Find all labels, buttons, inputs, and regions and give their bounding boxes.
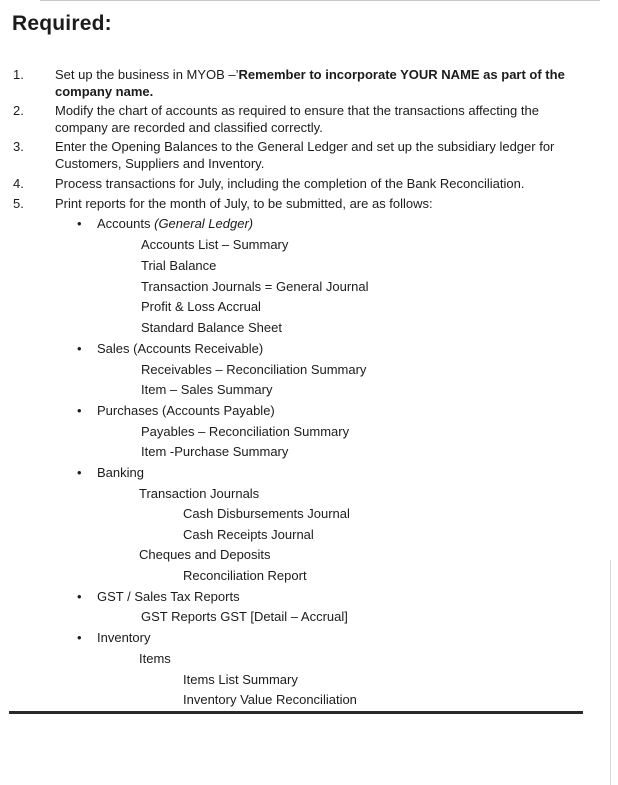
report-item: Item -Purchase Summary <box>141 444 289 459</box>
report-group-label: Banking <box>97 465 144 480</box>
report-group-label: Accounts (General Ledger) <box>97 216 254 231</box>
report-group-label: Inventory <box>97 630 151 645</box>
task-text: Modify the chart of accounts as required to ensure that the transactions affecting the company are recorded and classified correctly. <box>55 103 539 135</box>
task-number: 4. <box>13 176 24 191</box>
report-group-label: Purchases (Accounts Payable) <box>97 403 275 418</box>
report-item: Item – Sales Summary <box>141 382 273 397</box>
report-group-label: GST / Sales Tax Reports <box>97 589 240 604</box>
task-text: Enter the Opening Balances to the General Ledger and set up the subsidiary ledger for Customers, Suppliers and Inventory. <box>55 139 555 171</box>
report-item: Receivables – Reconciliation Summary <box>141 362 367 377</box>
report-item: Accounts List – Summary <box>141 237 289 252</box>
task-text: Print reports for the month of July, to be submitted, are as follows: <box>55 196 433 211</box>
task-number: 3. <box>13 139 24 154</box>
report-subgroup: Cheques and Deposits <box>139 547 271 562</box>
task-number: 1. <box>13 67 24 82</box>
bullet-icon: • <box>77 465 82 480</box>
report-item: Cash Receipts Journal <box>183 527 314 542</box>
task-text: Process transactions for July, including the completion of the Bank Reconciliation. <box>55 176 525 191</box>
report-item: Transaction Journals = General Journal <box>141 279 369 294</box>
report-item: Payables – Reconciliation Summary <box>141 424 350 439</box>
top-divider <box>40 0 600 1</box>
report-item: Cash Disbursements Journal <box>183 506 350 521</box>
page-title: Required: <box>12 12 112 35</box>
task-number: 2. <box>13 103 24 118</box>
page-edge-shadow <box>610 560 611 785</box>
report-group-label: Sales (Accounts Receivable) <box>97 341 264 356</box>
bullet-icon: • <box>77 341 82 356</box>
task-number: 5. <box>13 196 24 211</box>
report-item: Reconciliation Report <box>183 568 307 583</box>
bullet-icon: • <box>77 630 82 645</box>
report-item: Standard Balance Sheet <box>141 320 282 335</box>
report-subgroup: Transaction Journals <box>139 486 260 501</box>
bottom-divider <box>9 711 583 714</box>
report-item: Items List Summary <box>183 672 298 687</box>
report-item: GST Reports GST [Detail – Accrual] <box>141 609 348 624</box>
bullet-icon: • <box>77 216 82 231</box>
report-item: Inventory Value Reconciliation <box>183 692 357 707</box>
report-subgroup: Items <box>139 651 171 666</box>
report-item: Trial Balance <box>141 258 217 273</box>
bullet-icon: • <box>77 403 82 418</box>
task-text: Set up the business in MYOB –’Remember to incorporate YOUR NAME as part of the company name. <box>55 67 565 99</box>
bullet-icon: • <box>77 589 82 604</box>
task-emphasis: Remember to incorporate YOUR NAME as part of the company name. <box>55 67 565 99</box>
report-item: Profit & Loss Accrual <box>141 299 261 314</box>
